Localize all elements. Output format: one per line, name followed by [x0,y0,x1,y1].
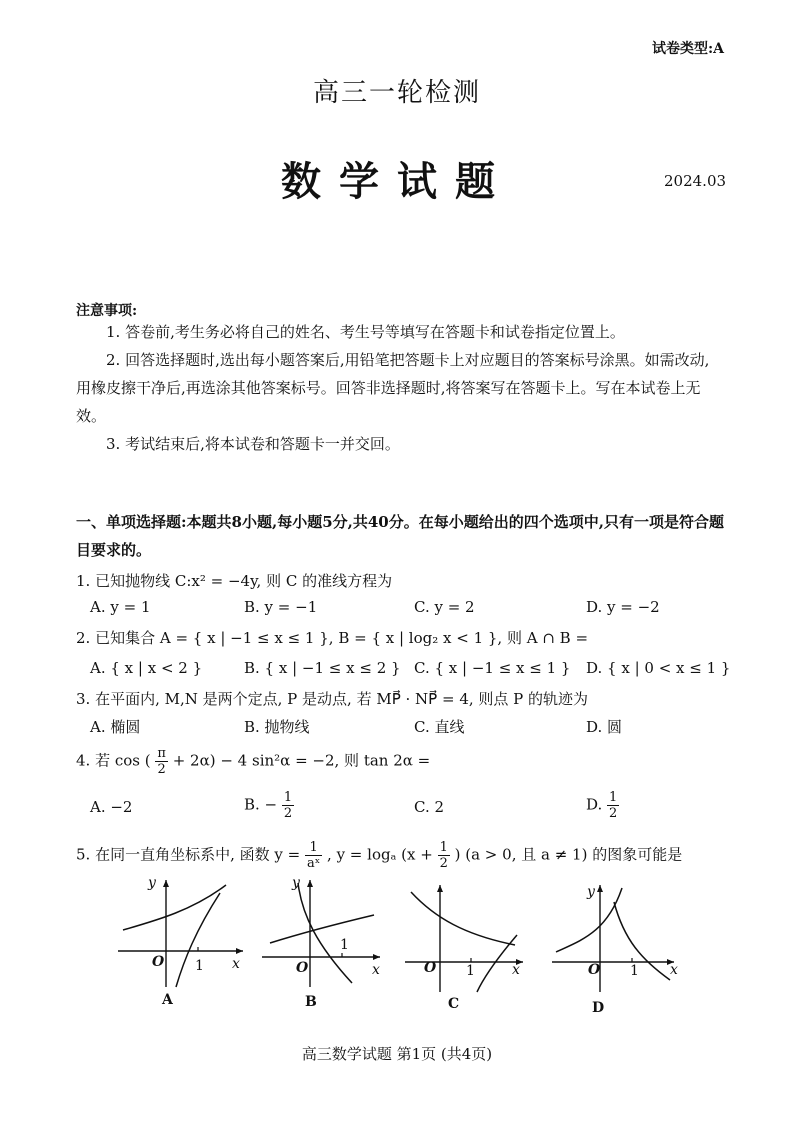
fraction-numerator: 1 [305,840,322,856]
graph-a-origin: O [152,954,165,970]
option-b-fraction [282,790,294,821]
exam-date: 2024.03 [664,172,727,190]
graph-d-y-label: y [587,884,595,900]
fraction-numerator: 1 [609,790,618,805]
question-5-stem-post: ) (a > 0, 且 a ≠ 1) 的图象可能是 [454,845,683,864]
question-4-option-a: A. −2 [90,798,133,816]
question-1-option-a: A. y = 1 [90,598,151,616]
page-footer: 高三数学试题 第1页 (共4页) [301,1045,493,1063]
question-4-option-b [244,790,294,821]
question-4-stem-pre: 4. 若 cos ( [76,751,151,770]
graph-a-y-label: y [148,875,156,891]
graph-a-label: A [162,992,173,1008]
graph-b-one: 1 [340,937,349,953]
graph-a-one: 1 [195,958,204,974]
question-5-fraction-2 [438,840,450,871]
question-5-stem [76,840,682,871]
graph-d [552,880,682,995]
notes-heading: 注意事项: [76,303,138,319]
graph-b-origin: O [296,960,309,976]
question-5-fraction-1 [305,840,322,871]
exam-title: 数学试题 [281,158,513,205]
question-2-stem: 2. 已知集合 A = { x | −1 ≤ x ≤ 1 }, B = { x | log₂ x < 1 }, 则 A ∩ B = [76,629,589,647]
fraction-denominator: 2 [157,762,166,777]
graph-b [262,875,387,990]
fraction-denominator: 2 [439,856,448,871]
graph-a-x-label: x [232,956,240,972]
option-d-prefix: D. [586,795,603,814]
graph-b-x-label: x [372,962,380,978]
question-4-stem-post: + 2α) − 4 sin²α = −2, 则 tan 2α = [172,751,431,770]
graph-b-y-label: y [292,875,300,891]
question-4-option-d [586,790,619,821]
option-b-prefix: B. − [244,795,278,814]
option-d-fraction [607,790,619,821]
graph-a [118,875,248,990]
graph-c-x-label: x [512,962,520,978]
question-1-stem: 1. 已知抛物线 C:x² = −4y, 则 C 的准线方程为 [76,572,393,590]
paper-type: 试卷类型:A [651,41,724,57]
graph-c-one: 1 [466,963,475,979]
graph-d-one: 1 [630,963,639,979]
fraction-denominator: 2 [283,806,293,821]
exam-subtitle: 高三一轮检测 [312,78,481,108]
question-5-stem-mid: , y = logₐ (x + [327,845,433,864]
question-3-option-c: C. 直线 [414,718,465,736]
question-5-stem-pre: 5. 在同一直角坐标系中, 函数 y = [76,845,301,864]
fraction-denominator: aˣ [306,856,321,871]
graph-d-x-label: x [670,962,678,978]
question-2-option-c: C. { x | −1 ≤ x ≤ 1 } [414,659,571,677]
graph-b-label: B [305,994,317,1010]
graph-c-origin: O [424,960,437,976]
question-1-option-b: B. y = −1 [244,598,318,616]
question-3-option-b: B. 抛物线 [244,718,310,736]
question-2-option-b: B. { x | −1 ≤ x ≤ 2 } [244,659,401,677]
notes-item-3: 3. 考试结束后,将本试卷和答题卡一并交回。 [106,435,400,453]
notes-item-2: 2. 回答选择题时,选出每小题答案后,用铅笔把答题卡上对应题目的答案标号涂黑。如需改动,用橡皮擦干净后,再选涂其他答案标号。回答非选择题时,将答案写在答题卡上。写在本试卷上无效。 [76,351,710,425]
fraction-numerator: 1 [283,790,293,805]
question-1-option-d: D. y = −2 [586,598,660,616]
question-2-option-a: A. { x | x < 2 } [90,659,203,677]
graph-d-origin: O [588,962,601,978]
question-1-option-c: C. y = 2 [414,598,475,616]
question-4-option-c: C. 2 [414,798,445,816]
fraction-denominator: 2 [609,806,618,821]
question-4-stem [76,746,430,777]
question-2-option-d: D. { x | 0 < x ≤ 1 } [586,659,731,677]
fraction-numerator: π [157,746,166,761]
graph-d-label: D [592,1000,605,1016]
graph-c-label: C [448,996,460,1012]
question-3-stem: 3. 在平面内, M,N 是两个定点, P 是动点, 若 MP⃗ · NP⃗ = 4, 则点 P 的轨迹为 [76,690,589,708]
section-heading: 一、单项选择题:本题共8小题,每小题5分,共40分。在每小题给出的四个选项中,只有一项是符合题目要求的。 [76,513,724,559]
question-4-fraction [155,746,168,777]
fraction-numerator: 1 [439,840,448,855]
notes-item-1: 1. 答卷前,考生务必将自己的姓名、考生号等填写在答题卡和试卷指定位置上。 [106,323,625,341]
question-3-option-d: D. 圆 [586,718,623,736]
question-3-option-a: A. 椭圆 [90,718,141,736]
